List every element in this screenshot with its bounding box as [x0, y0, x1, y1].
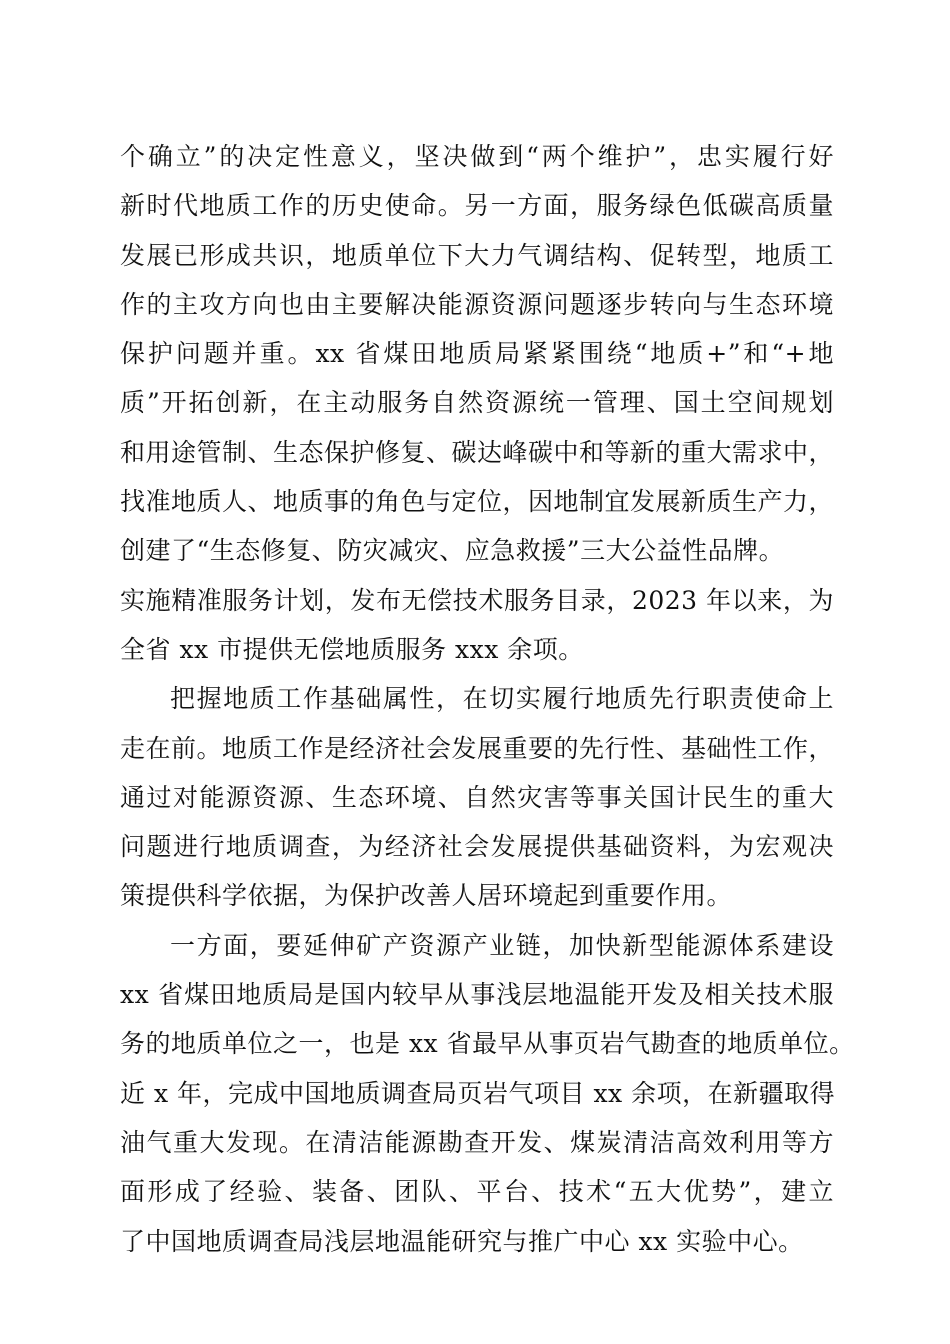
- text-line: 全省 xx 市提供无偿地质服务 xxx 余项。: [120, 634, 584, 664]
- paragraph-2: [120, 674, 834, 920]
- text-line: 和用途管制、生态保护修复、碳达峰碳中和等新的重大需求中，: [120, 437, 835, 467]
- text-line: 近 x 年，完成中国地质调查局页岩气项目 xx 余项，在新疆取得: [120, 1078, 836, 1108]
- text-line: 走在前。地质工作是经济社会发展重要的先行性、基础性工作，: [120, 733, 835, 763]
- text-line: xx 省煤田地质局是国内较早从事浅层地温能开发及相关技术服: [120, 980, 834, 1010]
- text-line: 作的主攻方向也由主要解决能源资源问题逐步转向与生态环境: [120, 289, 834, 319]
- text-line: 务的地质单位之一，也是 xx 省最早从事页岩气勘查的地质单位。: [120, 1029, 855, 1059]
- text-line: 策提供科学依据，为保护改善人居环境起到重要作用。: [120, 881, 733, 911]
- text-line: 了中国地质调查局浅层地温能研究与推广中心 xx 实验中心。: [120, 1226, 804, 1256]
- text-line: 创建了“生态修复、防灾减灾、应急救援”三大公益性品牌。: [120, 536, 785, 566]
- text-line: 质”开拓创新，在主动服务自然资源统一管理、国土空间规划: [120, 388, 834, 418]
- paragraph-1: [120, 132, 834, 674]
- text-line: 找准地质人、地质事的角色与定位，因地制宜发展新质生产力，: [120, 487, 835, 517]
- text-line: 新时代地质工作的历史使命。另一方面，服务绿色低碳高质量: [120, 191, 834, 221]
- document-body: [120, 132, 855, 1266]
- text-line: 个确立”的决定性意义，坚决做到“两个维护”，忠实履行好: [120, 142, 834, 171]
- text-line: 问题进行地质调查，为经济社会发展提供基础资料，为宏观决: [120, 832, 834, 862]
- text-line: 油气重大发现。在清洁能源勘查开发、煤炭清洁高效利用等方: [120, 1127, 834, 1157]
- paragraph-3: [120, 921, 855, 1266]
- text-line: 实施精准服务计划，发布无偿技术服务目录，2023 年以来，为: [120, 585, 834, 615]
- text-line: 一方面，要延伸矿产资源产业链，加快新型能源体系建设: [170, 930, 834, 960]
- text-line: 面形成了经验、装备、团队、平台、技术“五大优势”，建立: [120, 1177, 834, 1207]
- text-line: 通过对能源资源、生态环境、自然灾害等事关国计民生的重大: [120, 782, 834, 812]
- text-line: 发展已形成共识，地质单位下大力气调结构、促转型，地质工: [120, 240, 834, 270]
- text-line: 保护问题并重。xx 省煤田地质局紧紧围绕“地质+”和“+地: [120, 339, 834, 369]
- text-line: 把握地质工作基础属性，在切实履行地质先行职责使命上: [170, 684, 834, 714]
